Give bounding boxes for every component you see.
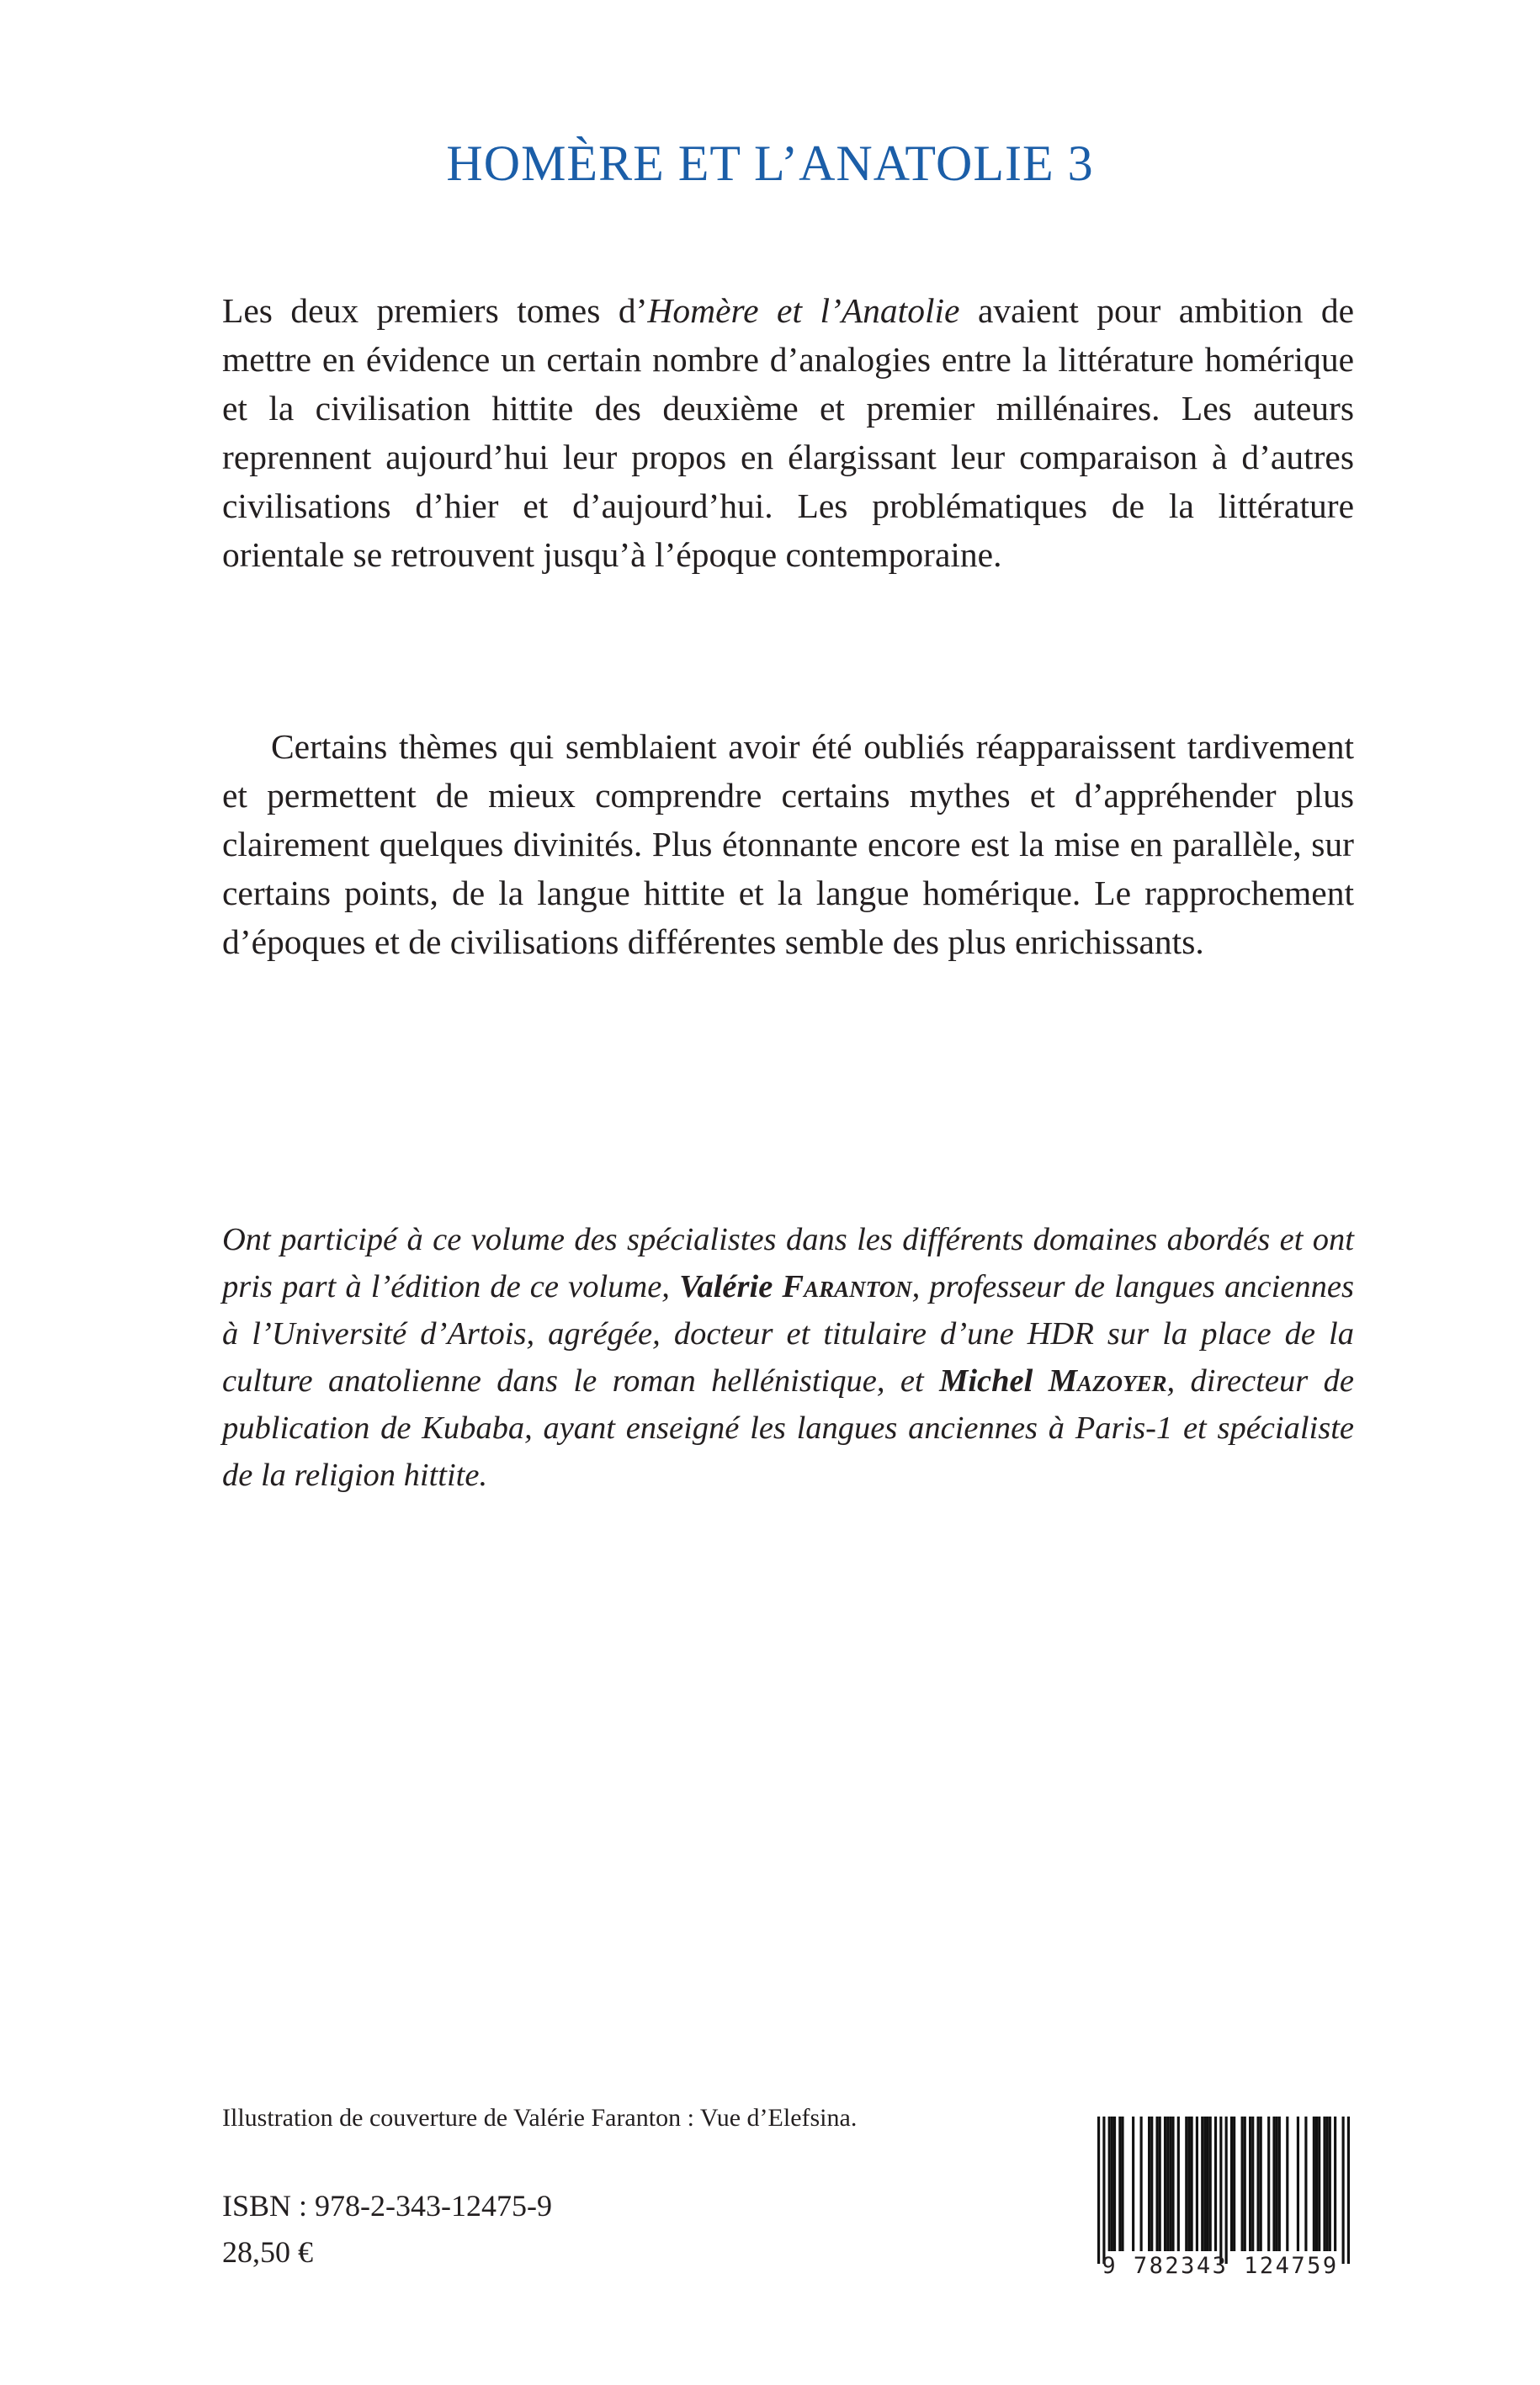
barcode-bar (1347, 2117, 1350, 2264)
barcode-bar (1187, 2117, 1190, 2251)
barcode-bar (1164, 2117, 1166, 2251)
barcode-bar (1132, 2117, 1134, 2251)
barcode-bar (1297, 2117, 1299, 2251)
summary-paragraph-2: Certains thèmes qui semblaient avoir été oubliés réapparaissent tardivement et permettent de mieux comprendre certains mythes et d’appréhender plus clairement quelques divinités. Plus étonnante encore est la mise en parallèle, sur certains points, de la langue hittite et la langue homérique. Le rapprochement d’époques et de civilisations différentes semble des plus enrichissants. (222, 727, 1354, 961)
barcode-bar (1108, 2117, 1111, 2251)
paragraph-1-start: Les deux premiers tomes d’ (222, 291, 648, 330)
barcode-bar (1097, 2117, 1100, 2264)
barcode-bar (1209, 2117, 1212, 2251)
barcode-bar (1256, 2117, 1259, 2251)
barcode-number: 9 782343 124759 (1102, 2253, 1339, 2279)
barcode-bar (1206, 2117, 1208, 2251)
barcode-bar (1196, 2117, 1198, 2251)
barcode-bar (1251, 2117, 1254, 2251)
barcode-bar (1113, 2117, 1116, 2251)
barcode-bar (1111, 2117, 1113, 2251)
price: 28,50 € (222, 2235, 313, 2269)
barcode-bar (1267, 2117, 1270, 2251)
barcode-bar (1241, 2117, 1244, 2251)
credits-part-2: , professeur de langues anciennes à l’Université d’Artois, agrégée, docteur et titulaire d’une HDR sur la place de la culture anatolienne dans le roman hellénistique, et (222, 1269, 1354, 1399)
barcode-bar (1201, 2117, 1203, 2251)
editor-1-name: Valérie Faranton (679, 1269, 912, 1304)
barcode-bar (1171, 2117, 1174, 2251)
barcode-bar (1148, 2117, 1150, 2251)
barcode-bar (1150, 2117, 1153, 2251)
contributors-paragraph (222, 1216, 1354, 1499)
illustration-credit: Illustration de couverture de Valérie Faranton : Vue d’Elefsina. (222, 2104, 858, 2132)
barcode-bar (1203, 2117, 1206, 2251)
barcode-bar (1121, 2117, 1123, 2251)
barcode-bar (1315, 2117, 1318, 2251)
summary-paragraph-1 (222, 286, 1354, 579)
credits-part-3: , directeur de publication de Kubaba, ayant enseigné les langues anciennes à Paris-1 et spécialiste de la religion hittite. (222, 1363, 1354, 1493)
barcode-bar (1185, 2117, 1187, 2251)
barcode-bar (1159, 2117, 1161, 2251)
barcode-bar (1249, 2117, 1251, 2251)
credits-part-1: Ont participé à ce volume des spécialistes dans les différents domaines abordés et ont pris part à l’édition de ce volume, (222, 1222, 1354, 1304)
barcode-bar (1276, 2117, 1278, 2251)
barcode-bar (1140, 2117, 1143, 2251)
barcode-bar (1155, 2117, 1158, 2251)
editor-2-name: Michel Mazoyer (939, 1363, 1167, 1399)
barcode-bar (1191, 2117, 1193, 2251)
barcode-bar (1313, 2117, 1315, 2251)
barcode-bar (1260, 2117, 1262, 2251)
barcode-bar (1169, 2117, 1171, 2251)
barcode (1086, 2117, 1355, 2279)
barcode-bar (1166, 2117, 1169, 2251)
barcode-bar (1278, 2117, 1281, 2251)
barcode-bar (1304, 2117, 1307, 2251)
barcode-bar (1272, 2117, 1275, 2251)
barcode-bar (1329, 2117, 1331, 2251)
barcode-bar (1318, 2117, 1320, 2251)
series-title-italic: Homère et l’Anatolie (647, 291, 960, 330)
barcode-bar (1214, 2117, 1217, 2251)
isbn: ISBN : 978-2-343-12475-9 (222, 2189, 552, 2223)
barcode-bar (1219, 2117, 1222, 2264)
barcode-bar (1233, 2117, 1235, 2251)
barcode-bar (1118, 2117, 1121, 2251)
barcode-bar (1225, 2117, 1228, 2264)
barcode-bar (1286, 2117, 1288, 2251)
barcode-bar (1177, 2117, 1180, 2251)
barcode-bar (1323, 2117, 1325, 2251)
barcode-bar (1342, 2117, 1345, 2264)
paragraph-1-rest: avaient pour ambition de mettre en évidence un certain nombre d’analogies entre la littérature homérique et la civilisation hittite des deuxième et premier millénaires. Les auteurs reprennent aujourd’hui leur propos en élargissant leur comparaison à d’autres civilisations d’hier et d’aujourd’hui. Les problématiques de la littérature orientale se retrouvent jusqu’à l’époque contemporaine. (222, 291, 1354, 574)
barcode-bar (1244, 2117, 1246, 2251)
barcode-bar (1334, 2117, 1336, 2251)
barcode-bar (1230, 2117, 1233, 2251)
barcode-bar (1326, 2117, 1329, 2251)
barcode-bar (1102, 2117, 1105, 2264)
book-title: HOMÈRE ET L’ANATOLIE 3 (446, 135, 1094, 191)
